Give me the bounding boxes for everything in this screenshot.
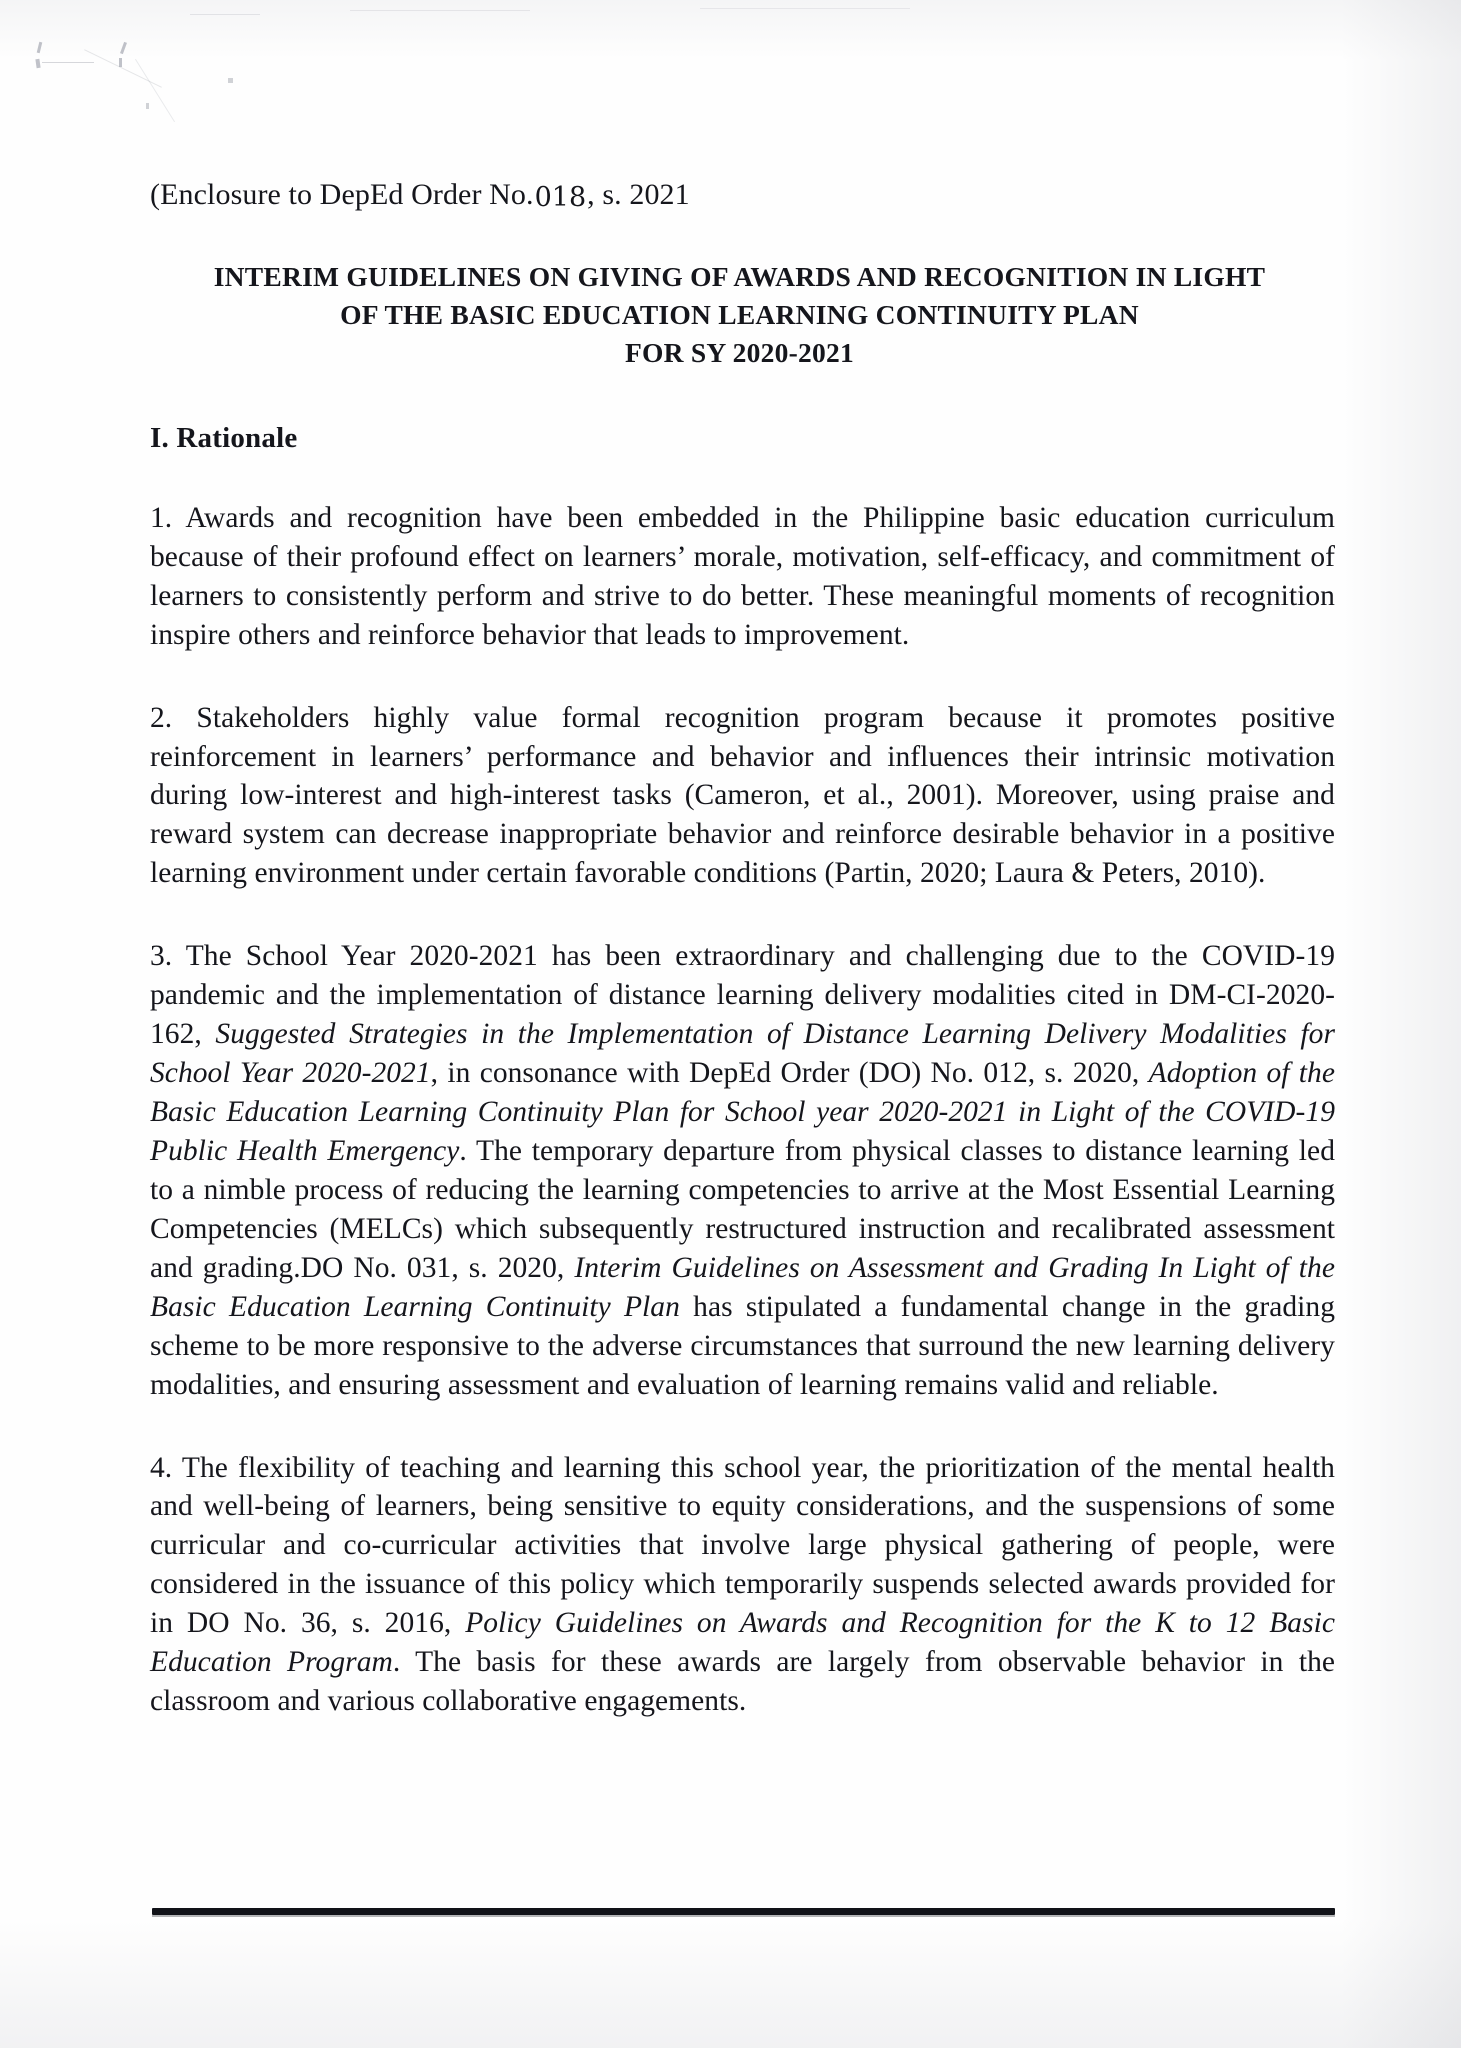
document-body xyxy=(150,0,1335,1721)
paragraph-1 xyxy=(150,499,1335,655)
title-line-3: FOR SY 2020-2021 xyxy=(624,336,855,368)
scan-shading-bottom xyxy=(0,1918,1461,2048)
scan-artifact-mark xyxy=(120,42,127,54)
section-heading-rationale: I. Rationale xyxy=(150,421,298,454)
paragraph-4 xyxy=(150,1449,1335,1722)
text-run: 1. Awards and recognition have been embedded in the Philippine basic education curriculum because of their profound effect on learners’ morale, motivation, self-efficacy, and commitment of learners to consistently perform and strive to do better. These meaningful moments of recognition inspire others and reinforce behavior that leads to improvement. xyxy=(150,501,1335,651)
scan-shading-right xyxy=(1341,0,1461,2048)
paragraph-2 xyxy=(150,699,1335,894)
text-run: 2. Stakeholders highly value formal recognition program because it promotes positive reinforcement in learners’ performance and behavior and influences their intrinsic motivation during low-interest and high-interest tasks (Cameron, et al., 2001). Moreover, using praise and reward system can decrease inappropriate behavior and reinforce desirable behavior in a positive learning environment under certain favorable conditions (Partin, 2020; Laura & Peters, 2010). xyxy=(150,701,1335,890)
text-run: , in consonance with DepEd Order (DO) No. 012, s. 2020, xyxy=(430,1057,1149,1090)
title-line-1: INTERIM GUIDELINES ON GIVING OF AWARDS AND RECOGNITION IN LIGHT xyxy=(213,261,1266,292)
rationale-paragraph-list xyxy=(150,499,1335,1721)
text-run: 4. The flexibility of teaching and learning this school year, the prioritization of the mental health and well-being of learners, being sensitive to equity considerations, and the suspensions of some curricular and co-curricular activities that involve large physical gathering of people, were considered in the issuance of this policy which temporarily suspends selected awards provided for in DO No. 36, s. 2016, xyxy=(150,1451,1335,1640)
scan-artifact-mark xyxy=(119,58,122,67)
italic-title-run: Interim Guidelines on Assessment and Grading In Light of the Basic Education Learning Continuity Plan xyxy=(150,1251,1335,1323)
italic-title-run: Policy Guidelines on Awards and Recognition for the K to 12 Basic Education Program xyxy=(150,1607,1335,1679)
enclosure-reference-line xyxy=(150,178,1335,212)
text-run: 3. The School Year 2020-2021 has been extraordinary and challenging due to the COVID-19 pandemic and the implementation of distance learning delivery modalities cited in DM-CI-2020-162, xyxy=(150,940,1335,1051)
italic-title-run: Suggested Strategies in the Implementation of Distance Learning Delivery Modalities for School Year 2020-2021 xyxy=(150,1018,1336,1090)
order-number-stamp: 018 xyxy=(534,182,587,213)
enclosure-reference-suffix: , s. 2021 xyxy=(587,178,690,211)
title-line-2: OF THE BASIC EDUCATION LEARNING CONTINUITY PLAN xyxy=(340,298,1139,330)
page-title xyxy=(150,258,1335,372)
enclosure-reference-prefix: (Enclosure to DepEd Order No. xyxy=(150,178,534,211)
text-run: has stipulated a fundamental change in the grading scheme to be more responsive to the adverse circumstances that surround the new learning delivery modalities, and ensuring assessment and evaluation of learning remains valid and reliable. xyxy=(150,1290,1335,1401)
text-run: . The basis for these awards are largely from observable behavior in the classroom and various collaborative engagements. xyxy=(150,1646,1336,1718)
text-run: . The temporary departure from physical classes to distance learning led to a nimble process of reducing the learning competencies to arrive at the Most Essential Learning Competencies (MELCs) which subsequently restructured instruction and recalibrated assessment and grading.DO No. 031, s. 2020, xyxy=(150,1134,1335,1284)
scan-artifact-mark xyxy=(35,59,40,68)
footer-horizontal-rule xyxy=(152,1908,1335,1915)
scan-artifact-mark xyxy=(42,62,94,63)
paragraph-3 xyxy=(150,937,1335,1404)
italic-title-run: Adoption of the Basic Education Learning Continuity Plan for School year 2020-2021 in Light of the COVID-19 Public Health Emergency xyxy=(150,1057,1335,1167)
scan-artifact-mark xyxy=(37,42,43,53)
scan-artifact-mark xyxy=(146,103,149,109)
